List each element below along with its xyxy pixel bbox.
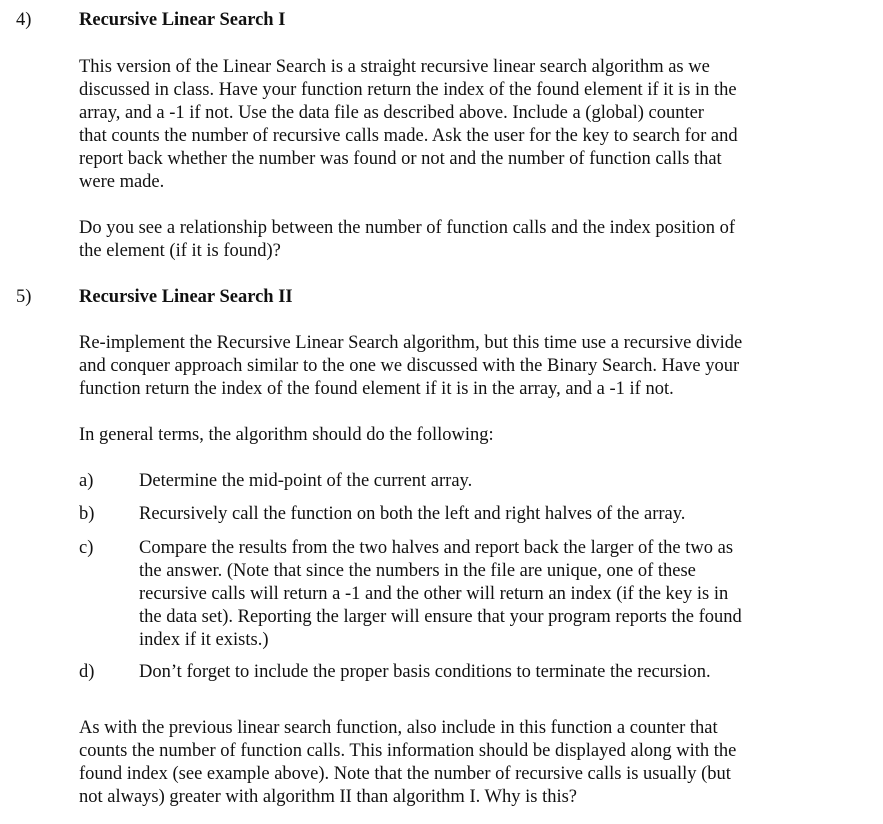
text-line: Re-implement the Recursive Linear Search algorithm, but this time use a recursive divide	[79, 333, 743, 353]
text-line: Compare the results from the two halves and report back the larger of the two as	[139, 538, 734, 558]
text-line: This version of the Linear Search is a straight recursive linear search algorithm as we	[79, 57, 710, 77]
section-5-title: Recursive Linear Search II	[79, 287, 293, 307]
section-4-paragraph-1	[79, 56, 809, 194]
text-line: discussed in class. Have your function return the index of the found element if it is in the	[79, 80, 737, 100]
text-line: and conquer approach similar to the one we discussed with the Binary Search. Have your	[79, 356, 740, 376]
section-4-number: 4)	[16, 10, 32, 30]
section-4-title: Recursive Linear Search I	[79, 10, 286, 30]
section-5-paragraph-1	[79, 332, 809, 401]
text-line: recursive calls will return a -1 and the other will return an index (if the key is in	[139, 584, 729, 604]
text-line: Determine the mid-point of the current array.	[139, 471, 473, 491]
text-line: Do you see a relationship between the number of function calls and the index position of	[79, 218, 736, 238]
section-4-paragraph-2	[79, 217, 809, 263]
text-line: the answer. (Note that since the numbers in the file are unique, one of these	[139, 561, 696, 581]
step-d-text	[139, 661, 711, 684]
text-line: the element (if it is found)?	[79, 241, 281, 261]
text-line: Don’t forget to include the proper basis conditions to terminate the recursion.	[139, 662, 711, 682]
step-b-text	[139, 503, 685, 526]
section-5-paragraph-3	[79, 717, 809, 809]
text-line: Recursively call the function on both the left and right halves of the array.	[139, 504, 686, 524]
text-line: As with the previous linear search function, also include in this function a counter that	[79, 718, 718, 738]
text-line: counts the number of function calls. This information should be displayed along with the	[79, 741, 737, 761]
step-c-text	[139, 537, 742, 652]
text-line: function return the index of the found element if it is in the array, and a -1 if not.	[79, 379, 674, 399]
text-line: found index (see example above). Note that the number of recursive calls is usually (but	[79, 764, 731, 784]
step-a-text	[139, 470, 472, 493]
text-line: report back whether the number was found or not and the number of function calls that	[79, 149, 722, 169]
text-line: index if it exists.)	[139, 630, 269, 650]
step-c-letter: c)	[79, 538, 94, 558]
text-line: that counts the number of recursive calls made. Ask the user for the key to search for and	[79, 126, 738, 146]
text-line: not always) greater with algorithm II than algorithm I. Why is this?	[79, 787, 578, 807]
section-5-number: 5)	[16, 287, 32, 307]
text-line: were made.	[79, 172, 165, 192]
text-line: the data set). Reporting the larger will ensure that your program reports the found	[139, 607, 742, 627]
section-5-paragraph-2	[79, 424, 809, 447]
text-line: array, and a -1 if not. Use the data file as described above. Include a (global) counter	[79, 103, 704, 123]
text-line: In general terms, the algorithm should do the following:	[79, 425, 494, 445]
step-d-letter: d)	[79, 662, 95, 682]
step-a-letter: a)	[79, 471, 94, 491]
step-b-letter: b)	[79, 504, 95, 524]
